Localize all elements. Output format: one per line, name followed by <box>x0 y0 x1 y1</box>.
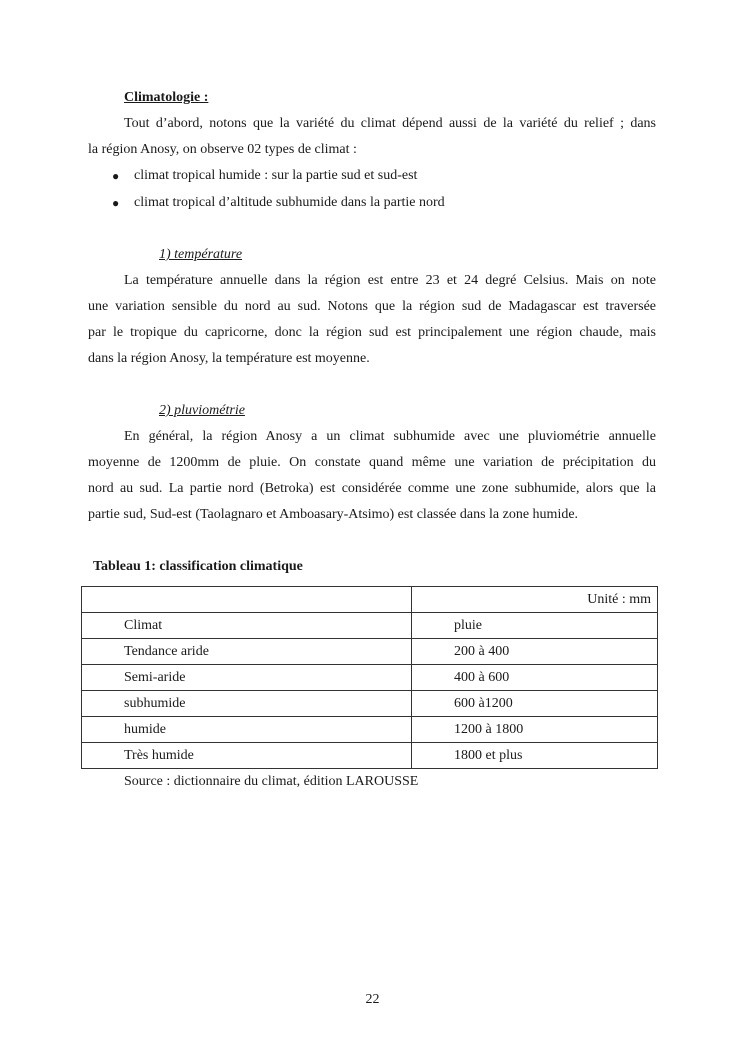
table-row: Très humide 1800 et plus <box>82 743 658 769</box>
table-row: subhumide 600 à1200 <box>82 691 658 717</box>
table-unit-row <box>82 587 658 613</box>
table-row: humide 1200 à 1800 <box>82 717 658 743</box>
pluviometrie-line-3: nord au sud. La partie nord (Betroka) est considérée comme une zone subhumide, alors que la <box>88 481 656 496</box>
pluviometrie-line-1: En général, la région Anosy a un climat subhumide avec une pluviométrie annuelle <box>124 429 656 444</box>
pluviometrie-line-2: moyenne de 1200mm de pluie. On constate quand même une variation de précipitation du <box>88 455 656 470</box>
table-header-row <box>82 613 658 639</box>
temperature-title: 1) température <box>159 247 243 262</box>
table-row: Semi-aride 400 à 600 <box>82 665 658 691</box>
table-row: Tendance aride 200 à 400 <box>82 639 658 665</box>
temperature-line-3: par le tropique du capricorne, donc la région sud est principalement une région chaude, mais <box>88 325 656 340</box>
temperature-line-1: La température annuelle dans la région est entre 23 et 24 degré Celsius. Mais on note <box>124 273 656 288</box>
section-title: Climatologie : <box>124 90 209 105</box>
temperature-line-4: dans la région Anosy, la température est moyenne. <box>88 351 370 366</box>
intro-line-2: la région Anosy, on observe 02 types de climat : <box>88 142 357 157</box>
table-source: Source : dictionnaire du climat, édition LAROUSSE <box>124 774 419 789</box>
header-pluie: pluie <box>412 613 658 639</box>
bullet-dot-icon: ● <box>112 196 120 210</box>
bullet-dot-icon: ● <box>112 169 120 183</box>
table-caption: Tableau 1: classification climatique <box>93 559 303 574</box>
header-climat: Climat <box>82 613 412 639</box>
intro-line-1: Tout d’abord, notons que la variété du climat dépend aussi de la variété du relief ; dans <box>124 116 656 131</box>
unit-label: Unité : mm <box>412 587 658 613</box>
page-number: 22 <box>365 992 380 1007</box>
climate-table <box>81 586 658 769</box>
temperature-line-2: une variation sensible du nord au sud. Notons que la région sud de Madagascar est traversée <box>88 299 656 314</box>
pluviometrie-title: 2) pluviométrie <box>159 403 245 418</box>
pluviometrie-line-4: partie sud, Sud-est (Taolagnaro et Amboasary-Atsimo) est classée dans la zone humide. <box>88 507 579 522</box>
